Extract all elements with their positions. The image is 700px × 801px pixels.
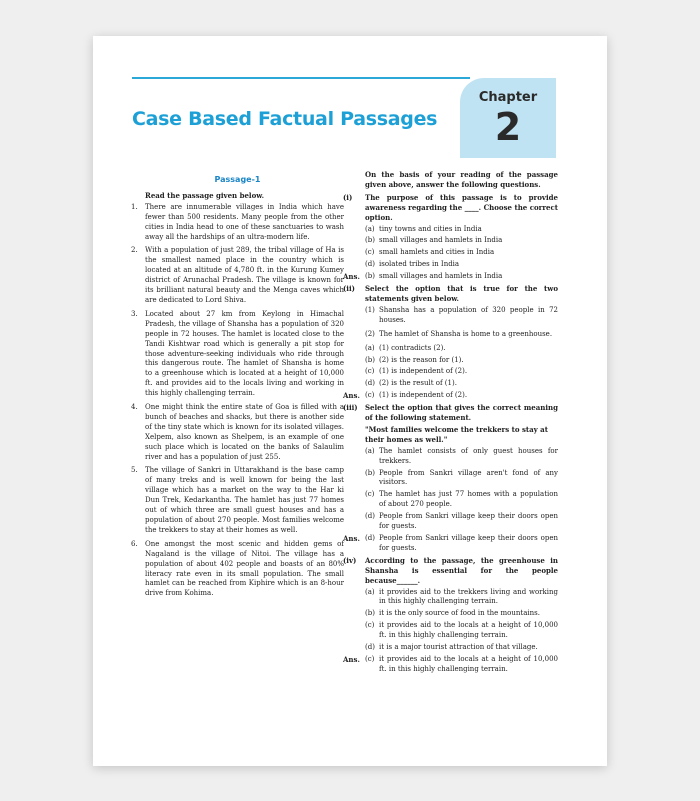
option-label: (d) xyxy=(365,643,375,652)
option-text: small hamlets and cities in India xyxy=(379,248,495,257)
option-label: (c) xyxy=(365,367,375,376)
answer-label: (d) xyxy=(365,534,375,542)
option xyxy=(365,621,558,641)
option-label: (c) xyxy=(365,621,375,630)
option-label: (d) xyxy=(365,512,375,521)
answer-label: (c) xyxy=(365,391,375,400)
paragraph-text: Located about 27 km from Keylong in Himachal Pradesh, the village of Shansha has a population of 320 people in 72 houses. The hamlet is located close to the Tandi Kishtwar road which is generally a pit stop for those adventure-seeking individuals who ride through this dangerous route. The hamlet of Shansha is home to a greenhouse which is located at a height of 10,000 ft. and provides aid to the locals living and working in this highly challenging terrain. xyxy=(145,309,344,398)
option-text: it is a major tourist attraction of that village. xyxy=(379,643,538,652)
option-text: The hamlet has just 77 homes with a population of about 270 people. xyxy=(379,490,558,509)
question-block xyxy=(343,556,558,675)
statement xyxy=(365,330,558,340)
passage-paragraph xyxy=(131,403,344,462)
question-block xyxy=(343,193,558,282)
option-text: small villages and hamlets in India xyxy=(379,236,503,245)
paragraph-number: 5. xyxy=(131,466,138,475)
chapter-tab xyxy=(460,78,556,158)
option-label: (c) xyxy=(365,490,375,499)
option-text: it is the only source of food in the mountains. xyxy=(379,609,540,618)
answer-prefix: Ans. xyxy=(343,654,360,664)
option-text: (1) contradicts (2). xyxy=(379,343,446,352)
option-label: (b) xyxy=(365,609,375,618)
passage-paragraph xyxy=(131,246,344,305)
passage-paragraph xyxy=(131,310,344,399)
passage-paragraph xyxy=(131,466,344,535)
question-number: (ii) xyxy=(343,284,355,294)
option-text: People from Sankri village keep their doors open for guests. xyxy=(379,512,558,531)
answer xyxy=(343,534,558,554)
question xyxy=(343,193,558,223)
answer-prefix: Ans. xyxy=(343,534,360,543)
question-text: Select the option that is true for the two statements given below. xyxy=(365,284,558,303)
answer-label: (b) xyxy=(365,272,375,281)
question xyxy=(343,403,558,423)
paragraph-number: 1. xyxy=(131,202,138,211)
answer-text: (1) is independent of (2). xyxy=(379,391,468,400)
option-label: (b) xyxy=(365,236,375,245)
passage-paragraphs xyxy=(131,203,344,599)
option-label: (d) xyxy=(365,379,375,388)
paragraph-number: 3. xyxy=(131,309,138,318)
option xyxy=(365,260,558,270)
paragraph-text: There are innumerable villages in India which have fewer than 500 residents. Many people from the other cities in India head to one of these sanctuaries to wash away all the hardships of an ultra-modern life. xyxy=(145,202,344,241)
paragraph-text: With a population of just 289, the tribal village of Ha is the smallest named place in the country which is located at an altitude of 4,780 ft. in the Kurung Kumey district of Arunachal Pradesh. The village is known for its brilliant natural beauty and the Menga caves which are dedicated to Lord Shiva. xyxy=(145,246,344,304)
questions-column xyxy=(343,170,558,677)
answer-prefix: Ans. xyxy=(343,272,360,282)
option-label: (a) xyxy=(365,587,375,596)
option-text: it provides aid to the locals at a height of 10,000 ft. in this highly challenging terrain. xyxy=(379,621,558,640)
question-text: According to the passage, the greenhouse in Shansha is essential for the people because______. xyxy=(365,555,558,585)
questions-list xyxy=(343,193,558,675)
option-text: (2) is the result of (1). xyxy=(379,379,457,388)
question-number: (iii) xyxy=(343,403,358,413)
answer-label: (c) xyxy=(365,654,375,663)
option xyxy=(365,344,558,354)
question-quote: "Most families welcome the trekkers to stay at their homes as well." xyxy=(365,424,548,444)
passage-paragraph xyxy=(131,540,344,599)
passage-intro: Read the passage given below. xyxy=(145,190,265,200)
statement xyxy=(365,306,558,326)
option-text: People from Sankri village aren't fond of any visitors. xyxy=(379,468,558,487)
answer-text: it provides aid to the locals at a height of 10,000 ft. in this highly challenging terrain. xyxy=(379,654,558,673)
page-title: Case Based Factual Passages xyxy=(132,108,438,130)
option-text: it provides aid to the trekkers living and working in this highly challenging terrain. xyxy=(379,587,558,606)
option xyxy=(365,379,558,389)
option xyxy=(365,609,558,619)
chapter-number: 2 xyxy=(494,105,522,149)
option-label: (d) xyxy=(365,260,375,269)
statement-text: Shansha has a population of 320 people in 72 houses. xyxy=(379,305,558,324)
statement-text: The hamlet of Shansha is home to a greenhouse. xyxy=(379,329,553,338)
option xyxy=(365,469,558,489)
paragraph-number: 6. xyxy=(131,539,138,548)
passage-title: Passage-1 xyxy=(214,175,261,184)
option-label: (b) xyxy=(365,468,375,477)
option xyxy=(365,512,558,532)
option xyxy=(365,248,558,258)
option-text: tiny towns and cities in India xyxy=(379,224,482,233)
question-block xyxy=(343,284,558,401)
question-text: Select the option that gives the correct meaning of the following statement. xyxy=(365,403,558,423)
answer xyxy=(343,391,558,401)
answer-text: small villages and hamlets in India xyxy=(379,272,503,281)
option xyxy=(365,643,558,653)
paragraph-number: 2. xyxy=(131,246,138,255)
paragraph-number: 4. xyxy=(131,403,138,412)
question-number: (i) xyxy=(343,192,353,202)
paragraph-text: One amongst the most scenic and hidden gems of Nagaland is the village of Nitoi. The village has a population of about 402 people and boasts of an 80% literacy rate even in its small population. The small hamlet can be reached from Kiphire which is an 8-hour drive from Kohima. xyxy=(145,539,344,598)
question-block xyxy=(343,403,558,554)
passage-paragraph xyxy=(131,203,344,243)
statement-label: (2) xyxy=(365,329,375,338)
option-label: (c) xyxy=(365,248,375,257)
option-label: (b) xyxy=(365,355,375,364)
question-text: The purpose of this passage is to provide awareness regarding the ____. Choose the correct option. xyxy=(365,192,558,222)
question xyxy=(343,284,558,304)
answer-prefix: Ans. xyxy=(343,391,360,401)
option xyxy=(365,447,558,467)
option-label: (a) xyxy=(365,446,375,455)
question-number: (iv) xyxy=(343,555,357,565)
passage-column xyxy=(131,175,344,603)
option xyxy=(365,236,558,246)
option-text: The hamlet consists of only guest houses for trekkers. xyxy=(379,446,558,465)
header-rule xyxy=(132,77,470,79)
option-label: (a) xyxy=(365,224,375,233)
paragraph-text: The village of Sankri in Uttarakhand is the base camp of many treks and is well known for being the last village which has a market on the way to the Har ki Dun Trek, Kedarkantha. The hamlet has just 77 homes out of which three are small guest houses and has a population of about 270 people. Most families welcome the trekkers to stay at their homes as well. xyxy=(145,466,344,534)
option-label: (a) xyxy=(365,343,375,352)
questions-intro: On the basis of your reading of the passage given above, answer the following questions. xyxy=(365,170,558,189)
option-text: (1) is independent of (2). xyxy=(379,367,468,376)
book-page xyxy=(93,36,607,766)
chapter-label: Chapter xyxy=(478,90,538,105)
option xyxy=(365,356,558,366)
option xyxy=(365,588,558,608)
paragraph-text: One might think the entire state of Goa is filled with a bunch of beaches and shacks, but there is another side of the tiny state which is known for its isolated villages. Xelpem, also known as Shelpem, is an example of one such place which is located on the banks of Salaulim river and has a population of just 255. xyxy=(145,403,344,461)
answer xyxy=(343,272,558,282)
option xyxy=(365,490,558,510)
option xyxy=(365,367,558,377)
question xyxy=(343,556,558,586)
option-text: (2) is the reason for (1). xyxy=(379,355,464,364)
answer xyxy=(343,655,558,675)
option-text: isolated tribes in India xyxy=(379,260,460,269)
option xyxy=(365,225,558,235)
answer-text: People from Sankri village keep their doors open for guests. xyxy=(379,534,558,552)
statement-label: (1) xyxy=(365,305,375,314)
